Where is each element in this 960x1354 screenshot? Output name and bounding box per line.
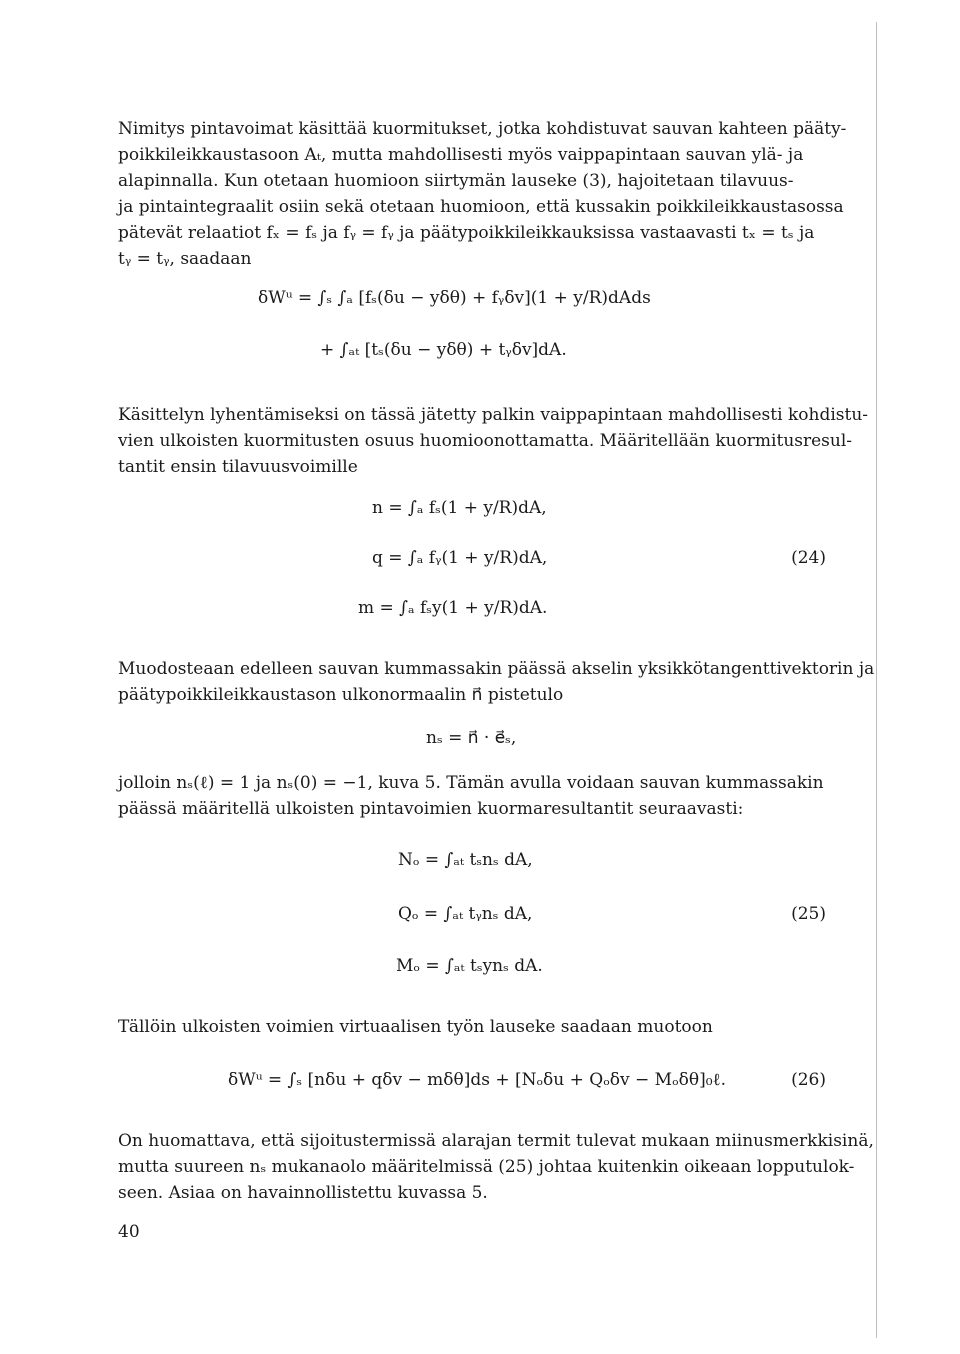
equation-24-q: q = ∫ₐ fᵧ(1 + y/R)dA, <box>372 548 548 568</box>
text-line: ja pintaintegraalit osiin sekä otetaan huomioon, että kussakin poikkileikkaustasossa <box>118 197 844 217</box>
text-line: jolloin nₛ(ℓ) = 1 ja nₛ(0) = −1, kuva 5. Tämän avulla voidaan sauvan kummassakin <box>118 773 824 793</box>
equation-24-n: n = ∫ₐ fₛ(1 + y/R)dA, <box>372 498 547 518</box>
equation-25-M: Mₒ = ∫ₐₜ tₛynₛ dA. <box>396 956 543 976</box>
text-line: alapinnalla. Kun otetaan huomioon siirtymän lauseke (3), hajoitetaan tilavuus- <box>118 171 794 191</box>
text-line: Käsittelyn lyhentämiseksi on tässä jätetty palkin vaippapintaan mahdollisesti kohdistu- <box>118 405 869 425</box>
text-line: tᵧ = tᵧ, saadaan <box>118 249 252 269</box>
text-line: On huomattava, että sijoitustermissä alarajan termit tulevat mukaan miinusmerkkisinä, <box>118 1131 874 1151</box>
text-line: päätypoikkileikkaustason ulkonormaalin n⃗ pistetulo <box>118 685 564 705</box>
text-line: Muodosteaan edelleen sauvan kummassakin päässä akselin yksikkötangenttivektorin ja <box>118 659 875 679</box>
text-line: seen. Asiaa on havainnollistettu kuvassa 5. <box>118 1183 488 1203</box>
equation-24-m: m = ∫ₐ fₛy(1 + y/R)dA. <box>358 598 548 618</box>
text-line: vien ulkoisten kuormitusten osuus huomioonottamatta. Määritellään kuormitusresul- <box>118 431 853 451</box>
text-line: Nimitys pintavoimat käsittää kuormitukset, jotka kohdistuvat sauvan kahteen pääty- <box>118 119 847 139</box>
equation-number-26: (26) <box>791 1070 826 1090</box>
text-line: päässä määritellä ulkoisten pintavoimien kuormaresultantit seuraavasti: <box>118 799 744 819</box>
equation-26: δWᵘ = ∫ₛ [nδu + qδv − mδθ]ds + [Nₒδu + Qₒδv − Mₒδθ]₀ℓ. <box>228 1070 727 1090</box>
paragraph-simplification <box>118 402 869 480</box>
scan-edge-line <box>876 22 877 1338</box>
paragraph-remark <box>118 1128 874 1206</box>
paragraph-ns-values <box>118 770 824 822</box>
page-number: 40 <box>118 1222 140 1242</box>
paragraph-unit-tangent <box>118 656 875 708</box>
text-line: mutta suureen nₛ mukanaolo määritelmissä (25) johtaa kuitenkin oikeaan lopputulok- <box>118 1157 855 1177</box>
paragraph-virtual-work-form <box>118 1014 818 1040</box>
equation-25-N: Nₒ = ∫ₐₜ tₛnₛ dA, <box>398 850 533 870</box>
equation-ns: nₛ = n⃗ · e⃗ₛ, <box>426 728 517 748</box>
equation-number-25: (25) <box>791 904 826 924</box>
equation-25-Q: Qₒ = ∫ₐₜ tᵧnₛ dA, <box>398 904 533 924</box>
text-line: poikkileikkaustasoon Aₜ, mutta mahdollisesti myös vaippapintaan sauvan ylä- ja <box>118 145 804 165</box>
text-line: tantit ensin tilavuusvoimille <box>118 457 358 477</box>
paragraph-intro <box>118 116 847 272</box>
equation-number-24: (24) <box>791 548 826 568</box>
equation-virtual-work-volume: δWᵘ = ∫ₛ ∫ₐ [fₛ(δu − yδθ) + fᵧδv](1 + y/R)dAds <box>258 288 651 308</box>
text-line: pätevät relaatiot fₓ = fₛ ja fᵧ = fᵧ ja päätypoikkileikkauksissa vastaavasti tₓ = tₛ ja <box>118 223 815 243</box>
equation-virtual-work-surface: + ∫ₐₜ [tₛ(δu − yδθ) + tᵧδv]dA. <box>320 340 567 360</box>
text-line: Tällöin ulkoisten voimien virtuaalisen työn lauseke saadaan muotoon <box>118 1017 713 1037</box>
